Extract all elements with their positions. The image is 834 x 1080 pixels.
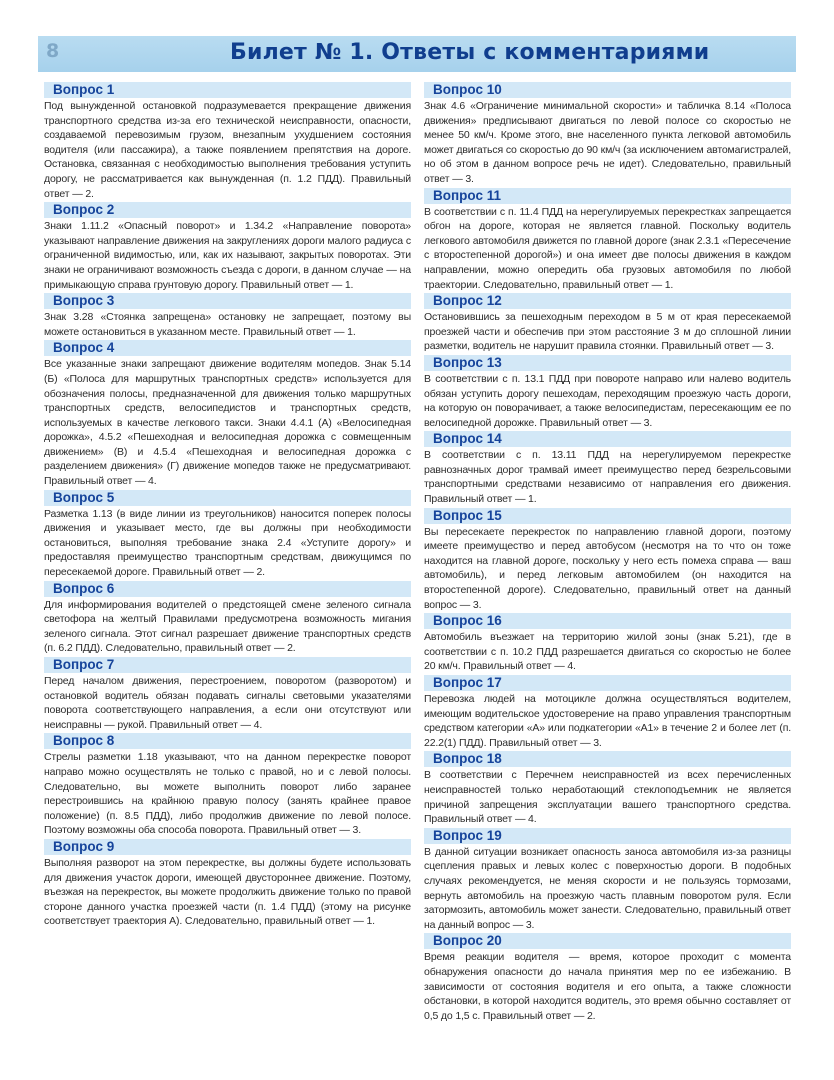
question-answer-text: В соответствии с п. 11.4 ПДД на нерегулируемых перекрестках запрещается обгон на дороге, которая не является главной. Поскольку водитель легкового автомобиля движется по главной дороге (знак 2.3.1 «Пересечение с второстепенной дорогой») и она имеет две полосы движения в каждом направлении, можно опередить оба грузовых автомобиля по любой траектории. Следовательно, правильный ответ — 1. — [424, 205, 791, 291]
question-block — [424, 613, 791, 675]
question-answer-text: Автомобиль въезжает на территорию жилой зоны (знак 5.21), где в соответствии с п. 10.2 ПДД разрешается двигаться со скоростью не более 20 км/ч. Правильный ответ — 4. — [424, 631, 791, 673]
question-heading: Вопрос 17 — [424, 675, 791, 691]
question-heading: Вопрос 18 — [424, 751, 791, 767]
question-answer-text: Перевозка людей на мотоцикле должна осуществляться водителем, имеющим водительское удостоверение на право управления транспортным средством категории «А» или подкатегории «А1» в течение 2 и более лет (п. 22.2(1) ПДД). Правильный ответ — 3. — [424, 693, 791, 749]
question-heading: Вопрос 2 — [44, 202, 411, 218]
question-block — [424, 675, 791, 751]
question-answer-text: В соответствии с Перечнем неисправностей из всех перечисленных неисправностей только неработающий стеклоподъемник не является причиной запрещения эксплуатации вашего транспортного средства. Правильный ответ — 4. — [424, 769, 791, 826]
question-heading: Вопрос 11 — [424, 188, 791, 204]
page-title: Билет № 1. Ответы с комментариями — [230, 40, 710, 65]
question-block — [44, 839, 411, 930]
question-answer-text: В данной ситуации возникает опасность заноса автомобиля из-за разницы сцепления правых и левых колес с поверхностью дороги. В подобных случаях рекомендуется, не меняя скорости и не пользуясь тормозами, вернуть автомобиль на проезжую часть плавным поворотом руля. Если затормозить, автомобиль может занести. Следовательно, правильный ответ на данный вопрос — 3. — [424, 845, 791, 931]
question-answer-text: Под вынужденной остановкой подразумевается прекращение движения транспортного средства из-за его технической неисправности, опасности, создаваемой перевозимым грузом, внезапным ухудшением состояния водителя (или пассажира), а также появлением препятствия на дороге. Остановка, связанная с необходимостью выполнения требования уступить дорогу, не рассматривается как вынужденная (п. 1.2 ПДД). Правильный ответ — 2. — [44, 100, 411, 200]
question-heading: Вопрос 15 — [424, 508, 791, 524]
question-heading: Вопрос 9 — [44, 839, 411, 855]
question-block — [44, 490, 411, 581]
question-block — [44, 657, 411, 733]
question-answer-text: Знак 4.6 «Ограничение минимальной скорости» и табличка 8.14 «Полоса движения» предписывают двигаться по левой полосе со скоростью не менее 50 км/ч. Кроме этого, вне населенного пункта легковой автомобиль может двигаться со скоростью до 90 км/ч (за исключением автомагистралей, но об этом в данном вопросе речь не идет). Следовательно, правильный ответ — 3. — [424, 100, 791, 185]
question-block — [424, 82, 791, 188]
question-answer-text: Все указанные знаки запрещают движение водителям мопедов. Знак 5.14 (Б) «Полоса для маршрутных транспортных средств» используется для обозначения полосы, предназначенной для движения только маршрутных транспортных средств, велосипедистов и транспортных средств, используемых в качестве легкового такси. Знаки 4.4.1 (А) «Велосипедная дорожка», 4.5.2 «Пешеходная и велосипедная дорожка с совмещенным движением» (В) и 4.5.4 «Пешеходная и велосипедная дорожка с разделением движения» (Г) движение мопедов также не предусматривают. Правильный ответ — 4. — [44, 358, 411, 488]
left-column — [44, 82, 411, 930]
question-heading: Вопрос 16 — [424, 613, 791, 629]
question-answer-text: Знаки 1.11.2 «Опасный поворот» и 1.34.2 «Направление поворота» указывают направление движения на закруглениях дороги малого радиуса с ограниченной видимостью, или, как их называют, закрытых поворотах. Эти знаки не ограничивают возможность съезда с дороги, в данном случае — на примыкающую справа грунтовую дорогу. Правильный ответ — 1. — [44, 220, 411, 291]
question-answer-text: Разметка 1.13 (в виде линии из треугольников) наносится поперек полосы движения и указывает место, где вы должны при необходимости остановиться, выполняя требование знака 2.4 «Уступите дорогу» и предоставляя преимущество транспортным средствам, движущимся по пересекаемой дороге. Правильный ответ — 2. — [44, 507, 411, 579]
question-heading: Вопрос 7 — [44, 657, 411, 673]
question-block — [424, 431, 791, 507]
question-heading: Вопрос 8 — [44, 733, 411, 749]
question-block — [424, 508, 791, 614]
question-heading: Вопрос 20 — [424, 933, 791, 949]
question-answer-text: Для информирования водителей о предстоящей смене зеленого сигнала светофора на желтый Правилами предусмотрена возможность мигания зеленого сигнала. Этот сигнал разрешает движение транспортных средств (п. 6.2 ПДД). Следовательно, правильный ответ — 2. — [44, 598, 411, 655]
question-block — [44, 202, 411, 293]
right-column — [424, 82, 791, 1024]
question-heading: Вопрос 14 — [424, 431, 791, 447]
question-heading: Вопрос 1 — [44, 82, 411, 98]
question-heading: Вопрос 12 — [424, 293, 791, 309]
question-heading: Вопрос 4 — [44, 340, 411, 356]
question-heading: Вопрос 5 — [44, 490, 411, 506]
question-heading: Вопрос 13 — [424, 355, 791, 371]
question-block — [424, 828, 791, 934]
question-block — [44, 293, 411, 340]
question-block — [424, 751, 791, 827]
question-heading: Вопрос 3 — [44, 293, 411, 309]
question-answer-text: В соответствии с п. 13.1 ПДД при повороте направо или налево водитель обязан уступить дорогу пешеходам, переходящим проезжую часть дороги, на которую он поворачивает, а также велосипедистам, пересекающим ее по велосипедной дорожке. Правильный ответ — 3. — [424, 372, 791, 429]
question-answer-text: В соответствии с п. 13.11 ПДД на нерегулируемом перекрестке равнозначных дорог трамвай имеет преимущество перед безрельсовыми транспортными средствами независимо от направления его движения. Правильный ответ — 1. — [424, 449, 791, 506]
question-block — [44, 82, 411, 202]
question-answer-text: Перед началом движения, перестроением, поворотом (разворотом) и остановкой водитель обязан подавать сигналы световыми указателями поворота соответствующего направления, а если они отсутствуют или неисправны — рукой. Правильный ответ — 4. — [44, 675, 411, 731]
question-heading: Вопрос 19 — [424, 828, 791, 844]
question-answer-text: Остановившись за пешеходным переходом в 5 м от края пересекаемой проезжей части и обеспечив при этом расстояние 3 м до сплошной линии разметки, водитель не нарушит правила стоянки. Правильный ответ — 3. — [424, 311, 791, 353]
question-answer-text: Знак 3.28 «Стоянка запрещена» остановку не запрещает, поэтому вы можете остановиться в указанном месте. Правильный ответ — 1. — [44, 311, 411, 338]
question-answer-text: Стрелы разметки 1.18 указывают, что на данном перекрестке поворот направо можно осуществлять не только с правой, но и с левой полосы. Следовательно, вы можете выполнить поворот либо заранее перестроившись на крайнюю правую полосу (занять крайнее правое положение) (п. 8.5 ПДД), либо продолжив движение по левой полосе. Поэтому возможны оба способа поворота. Правильный ответ — 3. — [44, 751, 411, 837]
question-block — [424, 933, 791, 1024]
header-banner — [38, 36, 796, 72]
question-block — [424, 293, 791, 355]
question-block — [424, 355, 791, 431]
question-answer-text: Выполняя разворот на этом перекрестке, вы должны будете использовать для движения участок дороги, имеющей двустороннее движение. Поэтому, въезжая на перекресток, вы можете продолжить движение только по правой стороне данного участка проезжей части (п. 1.4 ПДД) (этому на рисунке соответствует траектория А). Следовательно, правильный ответ — 1. — [44, 856, 411, 928]
question-block — [44, 340, 411, 489]
question-answer-text: Вы пересекаете перекресток по направлению главной дороги, поэтому имеете преимущество и перед автобусом (несмотря на то что он тоже находится на главной дороге, поскольку у него есть помеха справа — ваш автомобиль), и перед легковым автомобилем (он находится на второстепенной дороге). Следовательно, правильный ответ на данный вопрос — 3. — [424, 525, 791, 611]
question-answer-text: Время реакции водителя — время, которое проходит с момента обнаружения опасности до начала принятия мер по ее избежанию. В зависимости от состояния водителя и его опыта, а также сложности обстановки, в которой находится водитель, это время обычно составляет от 0,5 до 1,5 с. Правильный ответ — 2. — [424, 951, 791, 1022]
question-block — [424, 188, 791, 294]
question-block — [44, 581, 411, 657]
question-heading: Вопрос 6 — [44, 581, 411, 597]
page-number: 8 — [46, 40, 60, 62]
question-block — [44, 733, 411, 839]
question-heading: Вопрос 10 — [424, 82, 791, 98]
